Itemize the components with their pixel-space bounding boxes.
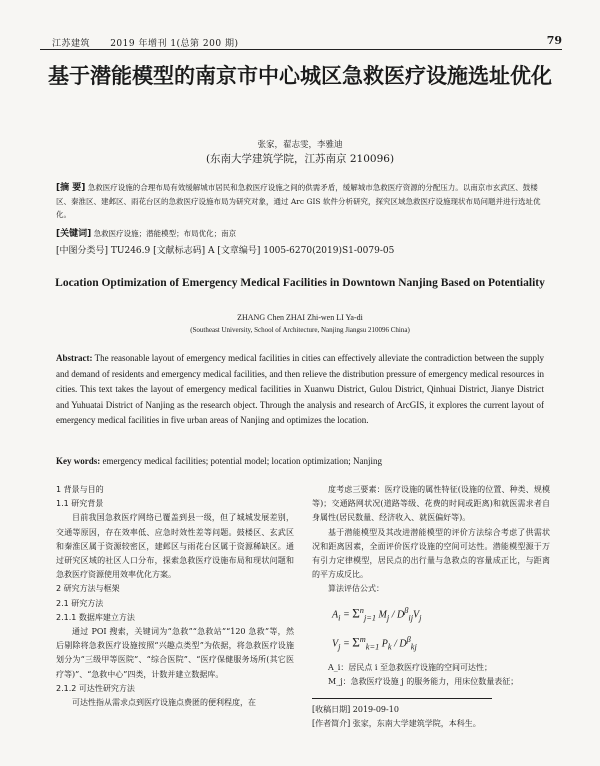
keywords-english <box>56 456 544 466</box>
sigma-symbol: Σ <box>352 604 360 620</box>
footnote-received: [收稿日期] 2019-09-10 <box>312 704 399 714</box>
abstract-zh-text: 急救医疗设施的合理布局有效缓解城市居民和急救医疗设施之间的供需矛盾，缓解城市急救医疗资源的分配压力。以南京市玄武区、鼓楼区、秦淮区、建邺区、雨花台区的急救医疗设施布局为研究对象，通过 Arc GIS 软件分析研究，探究区域急救医疗设施现状布局问题并进行选址优化。 <box>56 183 541 219</box>
abstract-en-text: The reasonable layout of emergency medical facilities in cities can effectively alleviate the contradiction between the supply and demand of residents and emergency medical facilities, and then relieve the distribution pressure of emergency medical resources in cities. This text takes the layout of emergency medical facilities in Xuanwu District, Gulou District, Qinhuai District, Jianye District and Yuhuatai District of Nanjing as the research object. Through the analysis and research of ArcGIS, it explores the current layout of emergency medical facilities in five urban areas of Nanjing and optimizes the location. <box>56 353 544 425</box>
classification-line: [中图分类号] TU246.9 [文献标志码] A [文章编号] 1005-6270(2019)S1-0079-05 <box>56 246 395 256</box>
definition-a: A_i：居民点 i 至急救医疗设施的空间可达性； <box>328 663 492 673</box>
journal-name: 江苏建筑 <box>52 39 91 49</box>
footnote-author: [作者简介] 张家，东南大学建筑学院，本科生。 <box>312 718 481 728</box>
keywords-zh-text: 急救医疗设施；潜能模型；布局优化；南京 <box>93 229 237 238</box>
abstract-chinese <box>56 181 544 221</box>
keywords-en-text: emergency medical facilities; potential model; location optimization; Nanjing <box>102 456 383 466</box>
authors-chinese: 张家，翟志雯，李雅迪 <box>257 140 343 150</box>
affiliation-english: (Southeast University, School of Architecture, Nanjing Jiangsu 210096 China) <box>190 326 410 334</box>
keywords-en-label: Key words: <box>56 456 101 466</box>
page-number: 79 <box>546 34 562 47</box>
title-english: Location Optimization of Emergency Medical Facilities in Downtown Nanjing Based on Potentiality <box>55 277 545 289</box>
paragraph-factors: 度考虑三要素：医疗设施的属性特征(设施的位置、种类、规模等)；交通路网状况(道路等级、花费的时间或距离)和就医需求者自身属性(居民数量、经济收入、就医偏好等)。 <box>312 485 550 523</box>
authors-english: ZHANG Chen ZHAI Zhi-wen LI Ya-di <box>237 313 363 322</box>
keywords-zh-label: [关键词] <box>56 229 92 239</box>
definition-m: M_j：急救医疗设施 j 的服务能力，用床位数量表征； <box>328 677 519 687</box>
section-2-1-2-heading: 2.1.2 可达性研究方法 <box>56 683 135 693</box>
section-1-heading: 1 背景与目的 <box>56 485 104 494</box>
sigma-symbol-2: Σ <box>352 634 360 650</box>
paragraph-database: 通过 POI 搜索，关键词为“急救”“急救站”“120 急救”等，然后剔除将急救医疗设施按照“兴趣点类型”为依据，将急救医疗设施划分为“三级甲等医院”、“综合医院”、“医疗保健服务场所(其它医疗等)”、“急救中心”四类，计数并建立数据库。 <box>56 627 294 679</box>
paragraph-formula-intro: 算法评估公式： <box>328 584 384 594</box>
paragraph-background: 目前我国急救医疗网络已覆盖到县一级，但了城城发展差别，交通等原因，存在效率低、应急时效性差等问题。鼓楼区、玄武区和秦淮区属于资源较密区，建邺区与雨花台区属于资源稀缺区。通过研究区域的社区人口分布，探索急救医疗设施布局和现状问题和急救医疗资源使用效率优化方案。 <box>56 513 294 580</box>
header-rule <box>40 49 562 50</box>
section-1-1-heading: 1.1 研究背景 <box>56 499 104 509</box>
abstract-zh-label: [摘 要] <box>56 183 86 193</box>
abstract-english <box>56 351 544 429</box>
formula-demand: $V_j = \Sigma^m_{k=1}$ $P_k / D^\beta_{kj}$ <box>332 634 417 652</box>
section-2-1-1-heading: 2.1.1 数据库建立方法 <box>56 612 135 622</box>
paragraph-potential-model: 基于潜能模型及其改进潜能模型的评价方法综合考虑了供需状况和距离因素，全面评价医疗设施的空间可达性。潜能模型源于万有引力定律模型，居民点的出行量与急救点的容量成正比，与距离的平方成反比。 <box>312 527 550 580</box>
section-2-heading: 2 研究方法与框架 <box>56 584 120 594</box>
footnote-rule <box>312 698 492 699</box>
header-journal-issue <box>52 36 238 49</box>
issue-info: 2019 年增刊 1(总第 200 期) <box>110 39 239 49</box>
abstract-en-label: Abstract: <box>56 353 93 363</box>
body-right-column <box>312 483 550 731</box>
running-header <box>40 34 562 50</box>
paragraph-accessibility: 可达性指从需求点到医疗设施点费匿的便利程度，在 <box>72 698 256 708</box>
formula-accessibility: $A_i = \Sigma^n_{j=1}$ $M_j / D^\beta_{ij}V_j$ <box>332 604 422 622</box>
body-left-column <box>56 483 294 710</box>
title-chinese: 基于潜能模型的南京市中心城区急救医疗设施选址优化 <box>48 64 552 88</box>
section-2-1-heading: 2.1 研究方法 <box>56 598 104 608</box>
affiliation-chinese: (东南大学建筑学院，江苏南京 210096) <box>205 153 395 165</box>
keywords-chinese <box>56 226 544 239</box>
